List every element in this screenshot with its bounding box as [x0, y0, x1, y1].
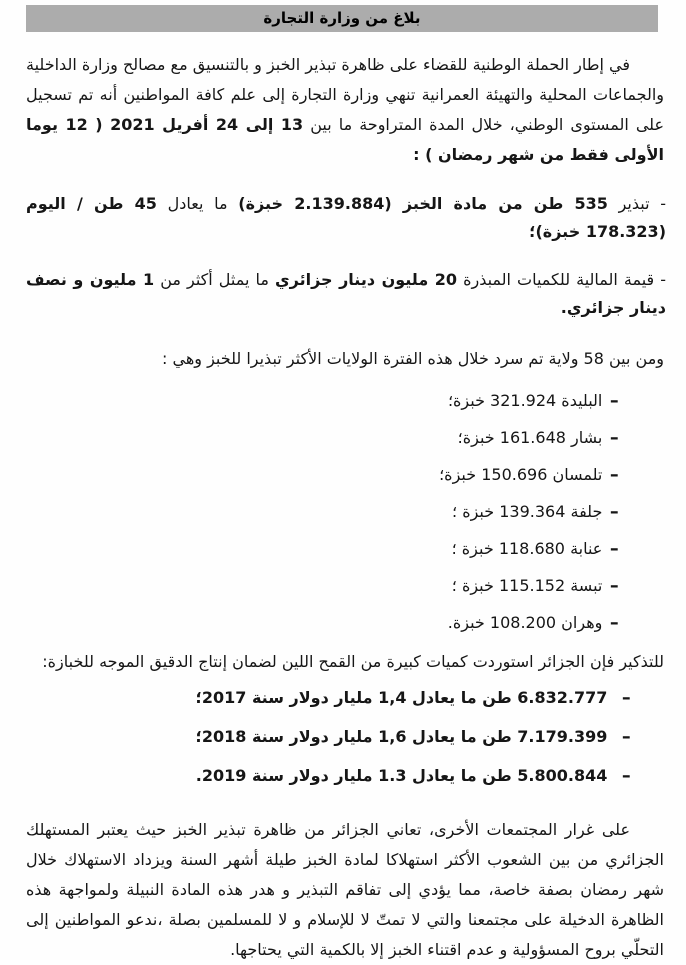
- dash-bullet-icon: -: [610, 465, 620, 484]
- intro-paragraph: في إطار الحملة الوطنية للقضاء على ظاهرة تبذير الخبز و بالتنسيق مع مصالح وزارة الداخلية والجماعات المحلية والتهيئة العمرانية تنهي وزارة التجارة إلى علم كافة المواطنين أنه تم تسجيل على المستوى الوطني، خلال المدة المتراوحة ما بين 13 إلى 24 أفريل 2021 ( 12 يوما الأولى فقط من شهر رمضان ) :: [26, 55, 665, 164]
- dash-bullet-icon: -: [622, 727, 632, 746]
- dash-bullet-icon: -: [622, 688, 632, 707]
- wilaya-item: [26, 425, 618, 451]
- wilaya-item-text: البليدة 321.924 خبزة؛: [447, 391, 603, 410]
- waste-quantity-line: - تبذير 535 طن من مادة الخبز (2.139.884 خبزة) ما يعادل 45 طن / اليوم (178.323 خبزة)؛: [26, 194, 667, 241]
- wilaya-item-text: جلفة 139.364 خبزة ؛: [452, 502, 603, 521]
- waste-value-line: - قيمة المالية للكميات المبذرة 20 مليون دينار جزائري ما يمثل أكثر من 1 مليون و نصف دينار جزائري.: [26, 270, 667, 317]
- wilaya-item: [26, 610, 618, 636]
- import-item-text: 6.832.777 طن ما يعادل 1,4 مليار دولار سنة 2017؛: [195, 688, 608, 707]
- wilaya-item: [26, 536, 618, 562]
- closing-paragraph: على غرار المجتمعات الأخرى، تعاني الجزائر من ظاهرة تبذير الخبز حيث يعتبر المستهلك الجزائري من بين الشعوب الأكثر استهلاكا لمادة الخبز طيلة أشهر السنة ويزداد الاستهلاك خلال شهر رمضان بصفة خاصة، مما يؤدي إلى تفاقم التبذير و هدر هذه المادة النبيلة ولمواجهة هذه الظاهرة الدخيلة على مجتمعنا والتي لا تمتّ لا للإسلام و لا للمسلمين بصلة ،ندعو المواطنين إلى التحلّي بروح المسؤولية و عدم اقتناء الخبز إلا بالكمية التي يحتاجها.: [26, 820, 664, 959]
- import-item-text: 7.179.399 طن ما يعادل 1,6 مليار دولار سنة 2018؛: [195, 727, 608, 746]
- import-item: [26, 763, 630, 789]
- dash-bullet-icon: -: [610, 539, 620, 558]
- imports-intro-line: للتذكير فإن الجزائر استوردت كميات كبيرة من القمح اللين لضمان إنتاج الدقيق الموجه للخبازة:: [42, 652, 664, 671]
- import-item: [26, 724, 630, 750]
- dash-bullet-icon: -: [610, 428, 620, 447]
- wilaya-item-text: بشار 161.648 خبزة؛: [457, 428, 603, 447]
- wilaya-item-text: تلمسان 150.696 خبزة؛: [439, 465, 603, 484]
- communique-title-bar: بلاغ من وزارة التجارة: [26, 5, 658, 32]
- wilaya-item: [26, 388, 618, 414]
- dash-bullet-icon: -: [610, 502, 620, 521]
- wilaya-item-text: تبسة 115.152 خبزة ؛: [451, 576, 603, 595]
- dash-bullet-icon: -: [610, 391, 620, 410]
- import-item-text: 5.800.844 طن ما يعادل 1.3 مليار دولار سنة 2019.: [195, 766, 608, 785]
- import-item: [26, 685, 630, 711]
- wilaya-item: [26, 462, 618, 488]
- wheat-import-list: [26, 685, 630, 789]
- wilaya-item-text: عنابة 118.680 خبزة ؛: [451, 539, 603, 558]
- dash-bullet-icon: -: [622, 766, 632, 785]
- wilaya-list: [26, 388, 618, 636]
- wilaya-item: [26, 573, 618, 599]
- wilaya-item-text: وهران 108.200 خبزة.: [447, 613, 603, 632]
- wilaya-item: [26, 499, 618, 525]
- dash-bullet-icon: -: [610, 576, 620, 595]
- dash-bullet-icon: -: [610, 613, 620, 632]
- wilayas-intro-line: ومن بين 58 ولاية تم سرد خلال هذه الفترة الولايات الأكثر تبذيرا للخبز وهي :: [162, 349, 664, 368]
